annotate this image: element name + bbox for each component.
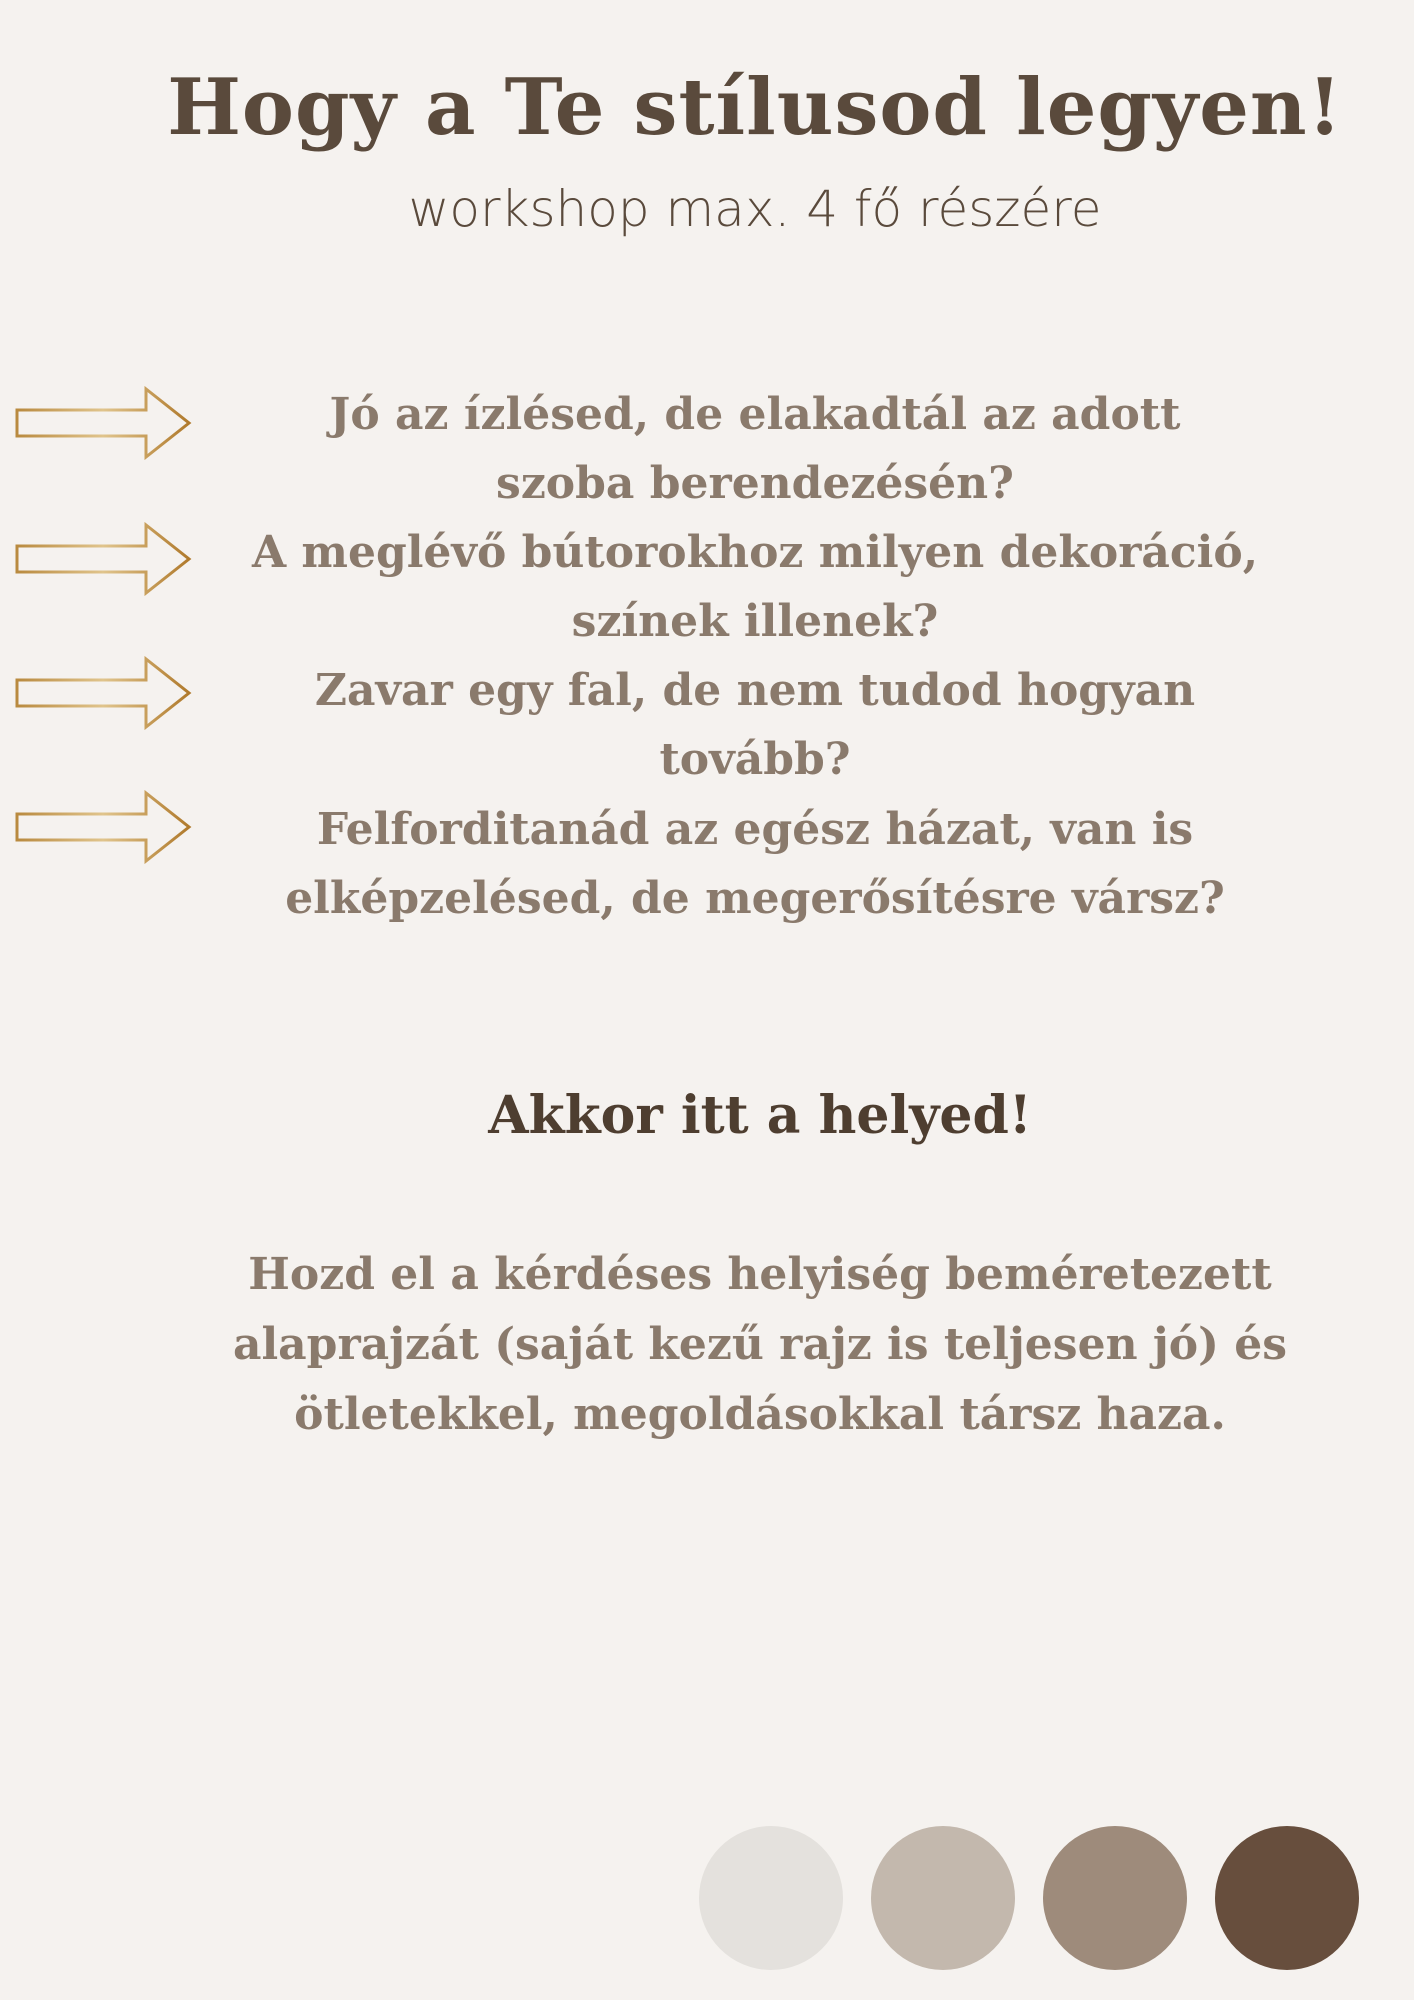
body-line: ötletekkel, megoldásokkal társz haza. bbox=[294, 1389, 1226, 1440]
question-line: Felforditanád az egész házat, van is bbox=[316, 804, 1194, 855]
question-line: Zavar egy fal, de nem tudod hogyan bbox=[314, 665, 1196, 716]
page-title: Hogy a Te stílusod legyen! bbox=[167, 62, 1343, 153]
question-item bbox=[200, 518, 1310, 656]
arrow-right-icon bbox=[14, 790, 192, 864]
body-line: Hozd el a kérdéses helyiség beméretezett bbox=[248, 1249, 1272, 1300]
color-swatch bbox=[871, 1826, 1015, 1970]
arrow-right-icon bbox=[14, 522, 192, 596]
question-item bbox=[200, 380, 1310, 518]
color-swatch bbox=[1215, 1826, 1359, 1970]
arrow-right-icon bbox=[14, 656, 192, 730]
question-line: elképzelésed, de megerősítésre vársz? bbox=[285, 873, 1225, 924]
call-to-action: Akkor itt a helyed! bbox=[488, 1085, 1032, 1146]
body-paragraph bbox=[200, 1240, 1320, 1450]
page-subtitle: workshop max. 4 fő részére bbox=[408, 180, 1102, 238]
arrow-right-icon bbox=[14, 386, 192, 460]
body-line: alaprajzát (saját kezű rajz is teljesen jó) és bbox=[232, 1319, 1288, 1370]
question-line: A meglévő bútorokhoz milyen dekoráció, bbox=[251, 527, 1259, 578]
question-line: szoba berendezésén? bbox=[496, 458, 1014, 509]
question-item bbox=[200, 656, 1310, 794]
question-item bbox=[200, 795, 1310, 933]
question-line: Jó az ízlésed, de elakadtál az adott bbox=[329, 389, 1181, 440]
question-line: tovább? bbox=[659, 734, 851, 785]
question-line: színek illenek? bbox=[571, 596, 939, 647]
color-swatch bbox=[699, 1826, 843, 1970]
color-swatch bbox=[1043, 1826, 1187, 1970]
